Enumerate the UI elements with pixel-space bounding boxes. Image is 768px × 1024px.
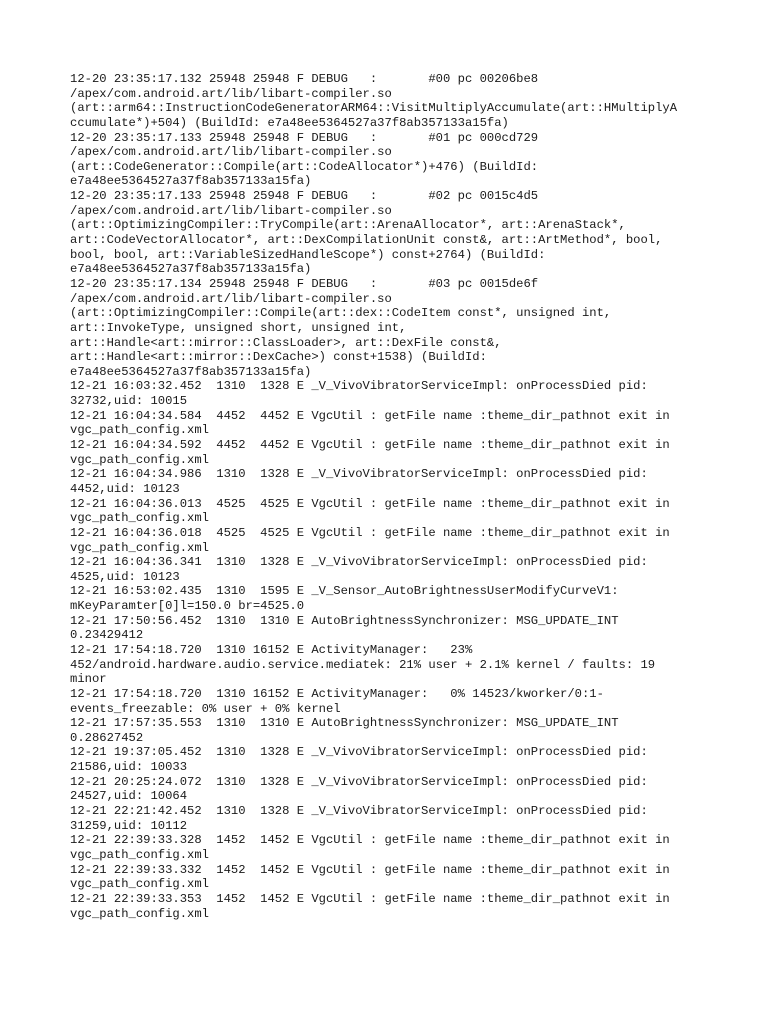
log-line: 31259,uid: 10112	[70, 818, 188, 833]
log-line: 12-21 16:03:32.452 1310 1328 E _V_VivoVibratorServiceImpl: onProcessDied pid:	[70, 379, 648, 394]
log-line: 12-21 22:39:33.332 1452 1452 E VgcUtil : getFile name :theme_dir_pathnot exit in	[70, 862, 670, 877]
log-text-block	[70, 72, 710, 921]
log-line: events_freezable: 0% user + 0% kernel	[70, 701, 341, 716]
log-line: 12-21 16:04:34.592 4452 4452 E VgcUtil : getFile name :theme_dir_pathnot exit in	[70, 438, 670, 453]
log-line: mKeyParamter[0]l=150.0 br=4525.0	[70, 599, 305, 614]
log-line: 12-21 19:37:05.452 1310 1328 E _V_VivoVibratorServiceImpl: onProcessDied pid:	[70, 745, 648, 760]
log-line: 12-20 23:35:17.134 25948 25948 F DEBUG : #03 pc 0015de6f	[70, 276, 539, 291]
log-line: ccumulate*)+504) (BuildId: e7a48ee5364527a37f8ab357133a15fa)	[70, 115, 509, 130]
log-line: /apex/com.android.art/lib/libart-compiler.so	[70, 145, 392, 160]
log-line: e7a48ee5364527a37f8ab357133a15fa)	[70, 364, 312, 379]
log-line: 12-21 16:04:36.341 1310 1328 E _V_VivoVibratorServiceImpl: onProcessDied pid:	[70, 555, 648, 570]
log-line: 12-21 17:50:56.452 1310 1310 E AutoBrightnessSynchronizer: MSG_UPDATE_INT	[70, 613, 619, 628]
log-line: bool, bool, art::VariableSizedHandleScope*) const+2764) (BuildId:	[70, 247, 546, 262]
log-line: 12-21 16:53:02.435 1310 1595 E _V_Sensor_AutoBrightnessUserModifyCurveV1:	[70, 584, 619, 599]
log-line: vgc_path_config.xml	[70, 511, 209, 526]
log-line: (art::CodeGenerator::Compile(art::CodeAllocator*)+476) (BuildId:	[70, 159, 539, 174]
log-line: /apex/com.android.art/lib/libart-compiler.so	[70, 203, 392, 218]
log-line: 452/android.hardware.audio.service.mediatek: 21% user + 2.1% kernel / faults: 19	[70, 657, 656, 672]
log-line: 12-21 17:54:18.720 1310 16152 E ActivityManager: 23%	[70, 642, 473, 657]
log-line: 4452,uid: 10123	[70, 481, 180, 496]
log-line: 12-21 22:21:42.452 1310 1328 E _V_VivoVibratorServiceImpl: onProcessDied pid:	[70, 804, 648, 819]
log-line: vgc_path_config.xml	[70, 540, 209, 555]
log-line: /apex/com.android.art/lib/libart-compiler.so	[70, 291, 392, 306]
log-line: vgc_path_config.xml	[70, 906, 209, 921]
log-line: 12-21 16:04:34.986 1310 1328 E _V_VivoVibratorServiceImpl: onProcessDied pid:	[70, 467, 648, 482]
log-line: (art::OptimizingCompiler::TryCompile(art::ArenaAllocator*, art::ArenaStack*,	[70, 218, 626, 233]
log-line: 4525,uid: 10123	[70, 569, 180, 584]
log-line: art::Handle<art::mirror::DexCache>) const+1538) (BuildId:	[70, 350, 487, 365]
log-line: 12-21 22:39:33.328 1452 1452 E VgcUtil : getFile name :theme_dir_pathnot exit in	[70, 833, 670, 848]
log-line: vgc_path_config.xml	[70, 423, 209, 438]
log-line: 21586,uid: 10033	[70, 760, 188, 775]
log-line: 24527,uid: 10064	[70, 789, 188, 804]
log-line: art::InvokeType, unsigned short, unsigned int,	[70, 320, 407, 335]
log-line: art::Handle<art::mirror::ClassLoader>, art::DexFile const&,	[70, 335, 502, 350]
log-line: art::CodeVectorAllocator*, art::DexCompilationUnit const&, art::ArtMethod*, bool,	[70, 233, 663, 248]
log-line: 12-21 16:04:36.013 4525 4525 E VgcUtil : getFile name :theme_dir_pathnot exit in	[70, 496, 670, 511]
log-line: (art::arm64::InstructionCodeGeneratorARM64::VisitMultiplyAccumulate(art::HMultiplyA	[70, 101, 678, 116]
log-line: e7a48ee5364527a37f8ab357133a15fa)	[70, 262, 312, 277]
log-line: (art::OptimizingCompiler::Compile(art::dex::CodeItem const*, unsigned int,	[70, 306, 612, 321]
log-line: vgc_path_config.xml	[70, 877, 209, 892]
log-line: 12-21 17:54:18.720 1310 16152 E ActivityManager: 0% 14523/kworker/0:1-	[70, 686, 604, 701]
log-line: 12-21 22:39:33.353 1452 1452 E VgcUtil : getFile name :theme_dir_pathnot exit in	[70, 891, 670, 906]
log-line: 32732,uid: 10015	[70, 394, 188, 409]
log-line: 12-21 16:04:36.018 4525 4525 E VgcUtil : getFile name :theme_dir_pathnot exit in	[70, 525, 670, 540]
log-line: vgc_path_config.xml	[70, 452, 209, 467]
log-line: e7a48ee5364527a37f8ab357133a15fa)	[70, 174, 312, 189]
log-line: 12-21 16:04:34.584 4452 4452 E VgcUtil : getFile name :theme_dir_pathnot exit in	[70, 408, 670, 423]
log-line: /apex/com.android.art/lib/libart-compiler.so	[70, 86, 392, 101]
log-line: 12-21 17:57:35.553 1310 1310 E AutoBrightnessSynchronizer: MSG_UPDATE_INT	[70, 716, 619, 731]
log-line: 12-20 23:35:17.133 25948 25948 F DEBUG : #02 pc 0015c4d5	[70, 189, 539, 204]
log-line: 0.23429412	[70, 628, 144, 643]
log-line: 12-20 23:35:17.133 25948 25948 F DEBUG : #01 pc 000cd729	[70, 130, 539, 145]
log-line: vgc_path_config.xml	[70, 847, 209, 862]
log-line: minor	[70, 672, 107, 687]
log-line: 12-21 20:25:24.072 1310 1328 E _V_VivoVibratorServiceImpl: onProcessDied pid:	[70, 774, 648, 789]
log-line: 0.28627452	[70, 730, 144, 745]
log-line: 12-20 23:35:17.132 25948 25948 F DEBUG : #00 pc 00206be8	[70, 72, 539, 86]
